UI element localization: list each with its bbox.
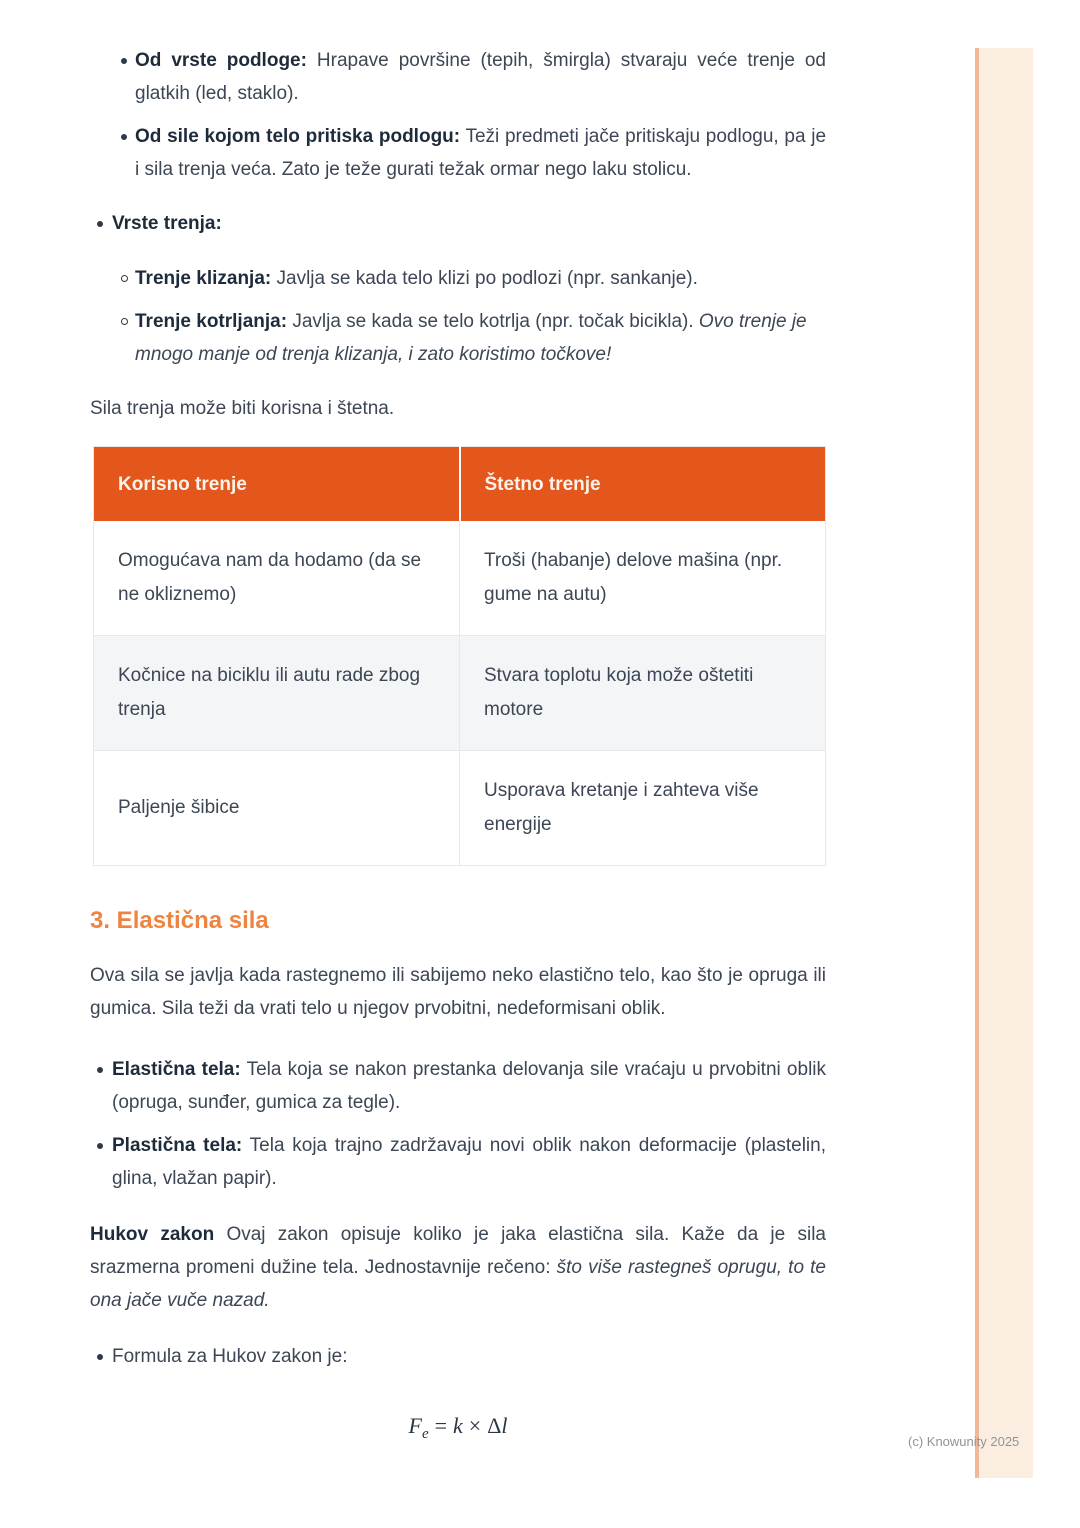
list-item-text: Od vrste podloge: Hrapave površine (tepih, šmirgla) stvaraju veće trenje od glatkih (led, staklo). (135, 50, 826, 104)
list-item (90, 120, 826, 186)
bullet-icon (121, 134, 127, 140)
bullet-icon (97, 221, 103, 227)
formula-delta: Δ (487, 1413, 502, 1438)
hollow-bullet-icon (121, 275, 128, 282)
list-item-label: Trenje klizanja: (135, 268, 272, 289)
list-item-text (112, 207, 826, 240)
list-item-label: Od sile kojom telo pritiska podlogu: (135, 126, 461, 147)
table-cell: Usporava kretanje i zahteva više energije (460, 751, 826, 866)
list-item-label: Elastična tela: (112, 1059, 241, 1080)
friction-factors-list (90, 44, 826, 186)
list-item (90, 1053, 826, 1119)
list-item-label: Od vrste podloge: (135, 50, 307, 71)
italic-note: Ovo trenje je mnogo manje od trenja klizanja, i zato koristimo točkove! (135, 311, 807, 365)
hooke-formula (90, 1409, 826, 1451)
friction-types-list (90, 207, 826, 371)
table-cell: Troši (habanje) delove mašina (npr. gume na autu) (460, 521, 826, 636)
list-item-text: Trenje klizanja: Javlja se kada telo klizi po podlozi (npr. sankanje). (135, 268, 698, 289)
table-cell: Omogućava nam da hodamo (da se ne okliznemo) (94, 521, 460, 636)
list-item-label: Trenje kotrljanja: (135, 311, 288, 332)
hollow-bullet-icon (121, 318, 128, 325)
table-row (94, 751, 826, 866)
hooke-law-paragraph: Hukov zakon Ovaj zakon opisuje koliko je jaka elastična sila. Kaže da je sila srazmerna promeni dužine tela. Jednostavnije rečeno: što više rastegneš oprugu, to te ona jače vuče nazad. (90, 1224, 826, 1311)
list-item-text: Trenje kotrljanja: Javlja se kada se telo kotrlja (npr. točak bicikla). Ovo trenje je mnogo manje od trenja klizanja, i zato koristimo točkove! (135, 311, 807, 365)
bullet-icon (97, 1067, 103, 1073)
formula-intro-text: Formula za Hukov zakon je: (112, 1346, 348, 1367)
formula-subscript: e (421, 1426, 429, 1442)
list-item-text: Od sile kojom telo pritiska podlogu: Teži predmeti jače pritiskaju podlogu, pa je i sila trenja veća. Zato je teže gurati težak ormar nego laku stolicu. (135, 126, 827, 180)
table-cell: Paljenje šibice (94, 751, 460, 866)
table-row (94, 636, 826, 751)
table-cell: Kočnice na biciklu ili autu rade zbog trenja (94, 636, 460, 751)
list-item-text: Elastična tela: Tela koja se nakon prestanka delovanja sile vraćaju u prvobitni oblik (opruga, sunđer, gumica za tegle). (112, 1059, 827, 1113)
list-item (90, 1340, 826, 1373)
copyright-footer: (c) Knowunity 2025 (908, 1434, 1020, 1449)
friction-comparison-table (93, 446, 826, 866)
table-header-stetno: Štetno trenje (460, 447, 826, 522)
document-content (90, 0, 826, 1451)
list-item (90, 262, 826, 295)
formula-F: F (408, 1413, 422, 1438)
list-item-label: Vrste trenja: (112, 213, 222, 234)
intro-paragraph: Sila trenja može biti korisna i štetna. (90, 398, 395, 419)
list-item-text: Plastična tela: Tela koja trajno zadržavaju novi oblik nakon deformacije (plastelin, glina, vlažan papir). (112, 1135, 826, 1189)
list-item-label: Plastična tela: (112, 1135, 243, 1156)
list-item (90, 1129, 826, 1195)
formula-times: × (468, 1413, 482, 1438)
bullet-icon (121, 58, 127, 64)
hooke-law-label: Hukov zakon (90, 1224, 215, 1245)
formula-equals: = (434, 1413, 448, 1438)
list-item (90, 207, 826, 240)
list-item (90, 305, 826, 371)
bullet-icon (97, 1143, 103, 1149)
right-accent-stripe (975, 48, 1033, 1478)
section-heading: 3. Elastična sila (90, 907, 269, 934)
section-intro-paragraph: Ova sila se javlja kada rastegnemo ili sabijemo neko elastično telo, kao što je opruga ili gumica. Sila teži da vrati telo u njegov prvobitni, nedeformisani oblik. (90, 965, 826, 1019)
formula-l: l (501, 1413, 508, 1438)
italic-note: što više rastegneš oprugu, to te ona jače vuče nazad. (90, 1257, 826, 1311)
formula-k: k (453, 1413, 463, 1438)
list-item (90, 44, 826, 110)
table-header-row (94, 447, 826, 522)
table-header-korisno: Korisno trenje (94, 447, 460, 522)
table-cell: Stvara toplotu koja može oštetiti motore (460, 636, 826, 751)
bullet-icon (97, 1354, 103, 1360)
elastic-bodies-list (90, 1053, 826, 1195)
table-row (94, 521, 826, 636)
